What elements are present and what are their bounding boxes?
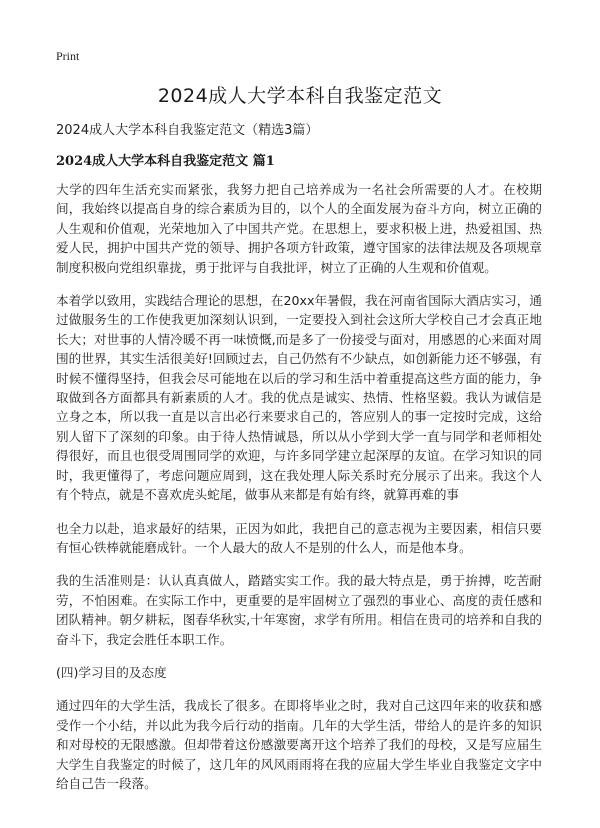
paragraph-4: 我的生活准则是：认认真真做人，踏踏实实工作。我的最大特点是，勇于拚搏，吃苦耐劳，不怕困难。在实际工作中，更重要的是牢固树立了强烈的事业心、高度的责任感和团队精神。朝夕耕耘，图春华秋实,十年寒窗，求学有所用。相信在贵司的培养和自我的奋斗下，我定会胜任本职工作。 [56,573,542,647]
paragraph-3: 也全力以赴，追求最好的结果，正因为如此，我把自己的意志视为主要因素，相信只要有恒心铁棒就能磨成针。一个人最大的敌人不是别的什么人，而是他本身。 [56,520,542,555]
document-subtitle: 2024成人大学本科自我鉴定范文（精选3篇） [56,123,319,138]
print-link[interactable]: Print [56,49,80,63]
paragraph-2: 本着学以致用，实践结合理论的思想，在20xx年暑假，我在河南省国际大酒店实习，通过做服务生的工作使我更加深刻认识到，一定要投入到社会这所大学校自己才会真正地长大；对世事的人情冷暖不再一味愤慨,而是多了一份接受与面对，用感恩的心来面对周围的世界，其实生活很美好!回顾过去，自己仍然有不少缺点，如创新能力还不够强，有时候不懂得坚持，但我会尽可能地在以后的学习和生活中着重提高这些方面的能力，争取做到各方面都具有新素质的人才。我的优点是诚实、热情、性格坚毅。我认为诚信是立身之本，所以我一直是以言出必行来要求自己的，答应别人的事一定按时完成，这给别人留下了深刻的印象。由于待人热情诚恳，所以从小学到大学一直与同学和老师相处得很好，而且也很受周围同学的欢迎，与许多同学建立起深厚的友谊。在学习知识的同时，我更懂得了，考虑问题应周到，这在我处理人际关系时充分展示了出来。我这个人有个特点，就是不喜欢虎头蛇尾，做事从来都是有始有终，就算再难的事 [56,293,542,503]
subsection-heading: (四)学习目的及态度 [56,664,167,680]
section-title: 2024成人大学本科自我鉴定范文 篇1 [56,154,275,169]
document-body [56,180,542,807]
paragraph-5: 通过四年的大学生活，我成长了很多。在即将毕业之时，我对自己这四年来的收获和感受作一个小结，并以此为我今后行动的指南。几年的大学生活，带给人的是许多的知识和对母校的无限感激。但却带着这份感激要离开这个培养了我们的母校，又是写应届生大学生自我鉴定的时候了，这几年的风风雨雨将在我的应届大学生毕业自我鉴定文字中给自己告一段落。 [56,698,542,791]
paragraph-1: 大学的四年生活充实而紧张，我努力把自己培养成为一名社会所需要的人才。在校期间，我始终以提高自身的综合素质为目的，以个人的全面发展为奋斗方向，树立正确的人生观和价值观，光荣地加入了中国共产党。在思想上，要求积极上进，热爱祖国、热爱人民，拥护中国共产党的领导、拥护各项方针政策，遵守国家的法律法规及各项规章制度积极向党组织靠拢，勇于批评与自我批评，树立了正确的人生观和价值观。 [56,182,542,275]
document-title: 2024成人大学本科自我鉴定范文 [157,85,443,107]
